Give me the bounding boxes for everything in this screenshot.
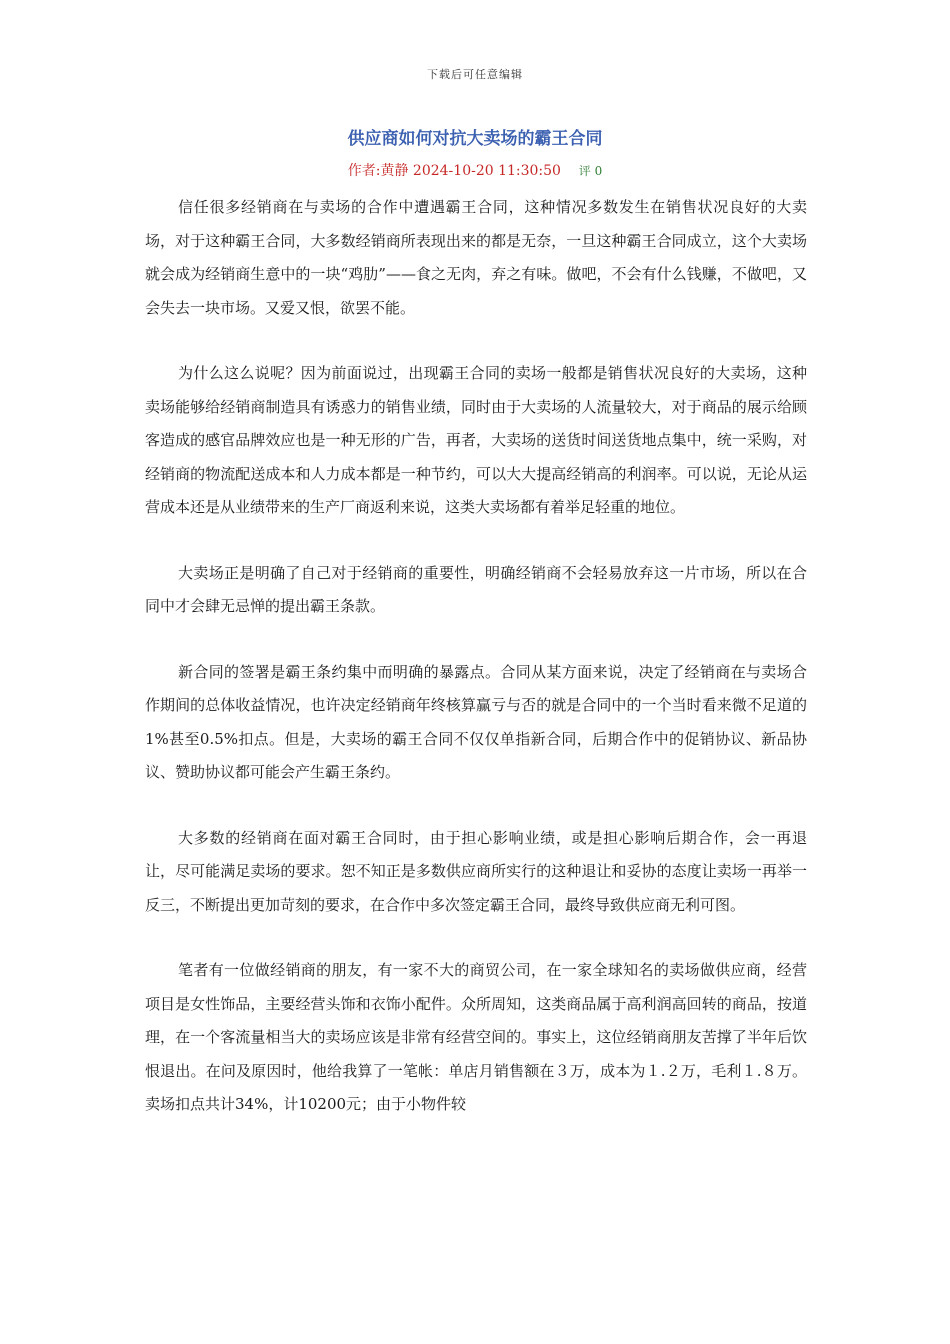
comment-count: 评 0 bbox=[578, 164, 603, 178]
paragraph: 新合同的签署是霸王条约集中而明确的暴露点。合同从某方面来说，决定了经销商在与卖场合作期间的总体收益情况，也许决定经销商年终核算赢亏与否的就是合同中的一个当时看来微不足道的1%甚至0.5%扣点。但是，大卖场的霸王合同不仅仅单指新合同，后期合作中的促销协议、新品协议、赞助协议都可能会产生霸王条约。 bbox=[145, 662, 807, 781]
publish-datetime: 2024-10-20 11:30:50 bbox=[412, 163, 561, 179]
paragraph: 大多数的经销商在面对霸王合同时，由于担心影响业绩，或是担心影响后期合作，会一再退让，尽可能满足卖场的要求。恕不知正是多数供应商所实行的这种退让和妥协的态度让卖场一再举一反三，不断提出更加苛刻的要求，在合作中多次签定霸王合同，最终导致供应商无利可图。 bbox=[145, 828, 807, 914]
paragraph: 为什么这么说呢？因为前面说过，出现霸王合同的卖场一般都是销售状况良好的大卖场，这种卖场能够给经销商制造具有诱惑力的销售业绩，同时由于大卖场的人流量较大，对于商品的展示给顾客造成的感官品牌效应也是一种无形的广告，再者，大卖场的送货时间送货地点集中，统一采购，对经销商的物流配送成本和人力成本都是一种节约，可以大大提高经销高的利润率。可以说，无论从运营成本还是从业绩带来的生产厂商返利来说，这类大卖场都有着举足轻重的地位。 bbox=[145, 364, 807, 516]
article-title: 供应商如何对抗大卖场的霸王合同 bbox=[347, 129, 603, 149]
article-meta bbox=[0, 160, 950, 180]
author-name: 作者:黄静 bbox=[347, 163, 409, 179]
paragraph: 笔者有一位做经销商的朋友，有一家不大的商贸公司，在一家全球知名的卖场做供应商，经营项目是女性饰品，主要经营头饰和衣饰小配件。众所周知，这类商品属于高利润高回转的商品，按道理，在一个客流量相当大的卖场应该是非常有经营空间的。事实上，这位经销商朋友苦撑了半年后饮恨退出。在问及原因时，他给我算了一笔帐：单店月销售额在３万，成本为１.２万，毛利１.８万。卖场扣点共计34%，计10200元；由于小物件较 bbox=[145, 961, 807, 1113]
paragraph: 信任很多经销商在与卖场的合作中遭遇霸王合同，这种情况多数发生在销售状况良好的大卖场，对于这种霸王合同，大多数经销商所表现出来的都是无奈，一旦这种霸王合同成立，这个大卖场就会成为经销商生意中的一块“鸡肋”——食之无肉，弃之有味。做吧，不会有什么钱赚，不做吧，又会失去一块市场。又爱又恨，欲罢不能。 bbox=[145, 198, 807, 317]
article-body bbox=[145, 191, 807, 1154]
download-note: 下载后可任意编辑 bbox=[427, 68, 523, 81]
paragraph: 大卖场正是明确了自己对于经销商的重要性，明确经销商不会轻易放弃这一片市场，所以在合同中才会肆无忌惮的提出霸王条款。 bbox=[145, 563, 807, 615]
